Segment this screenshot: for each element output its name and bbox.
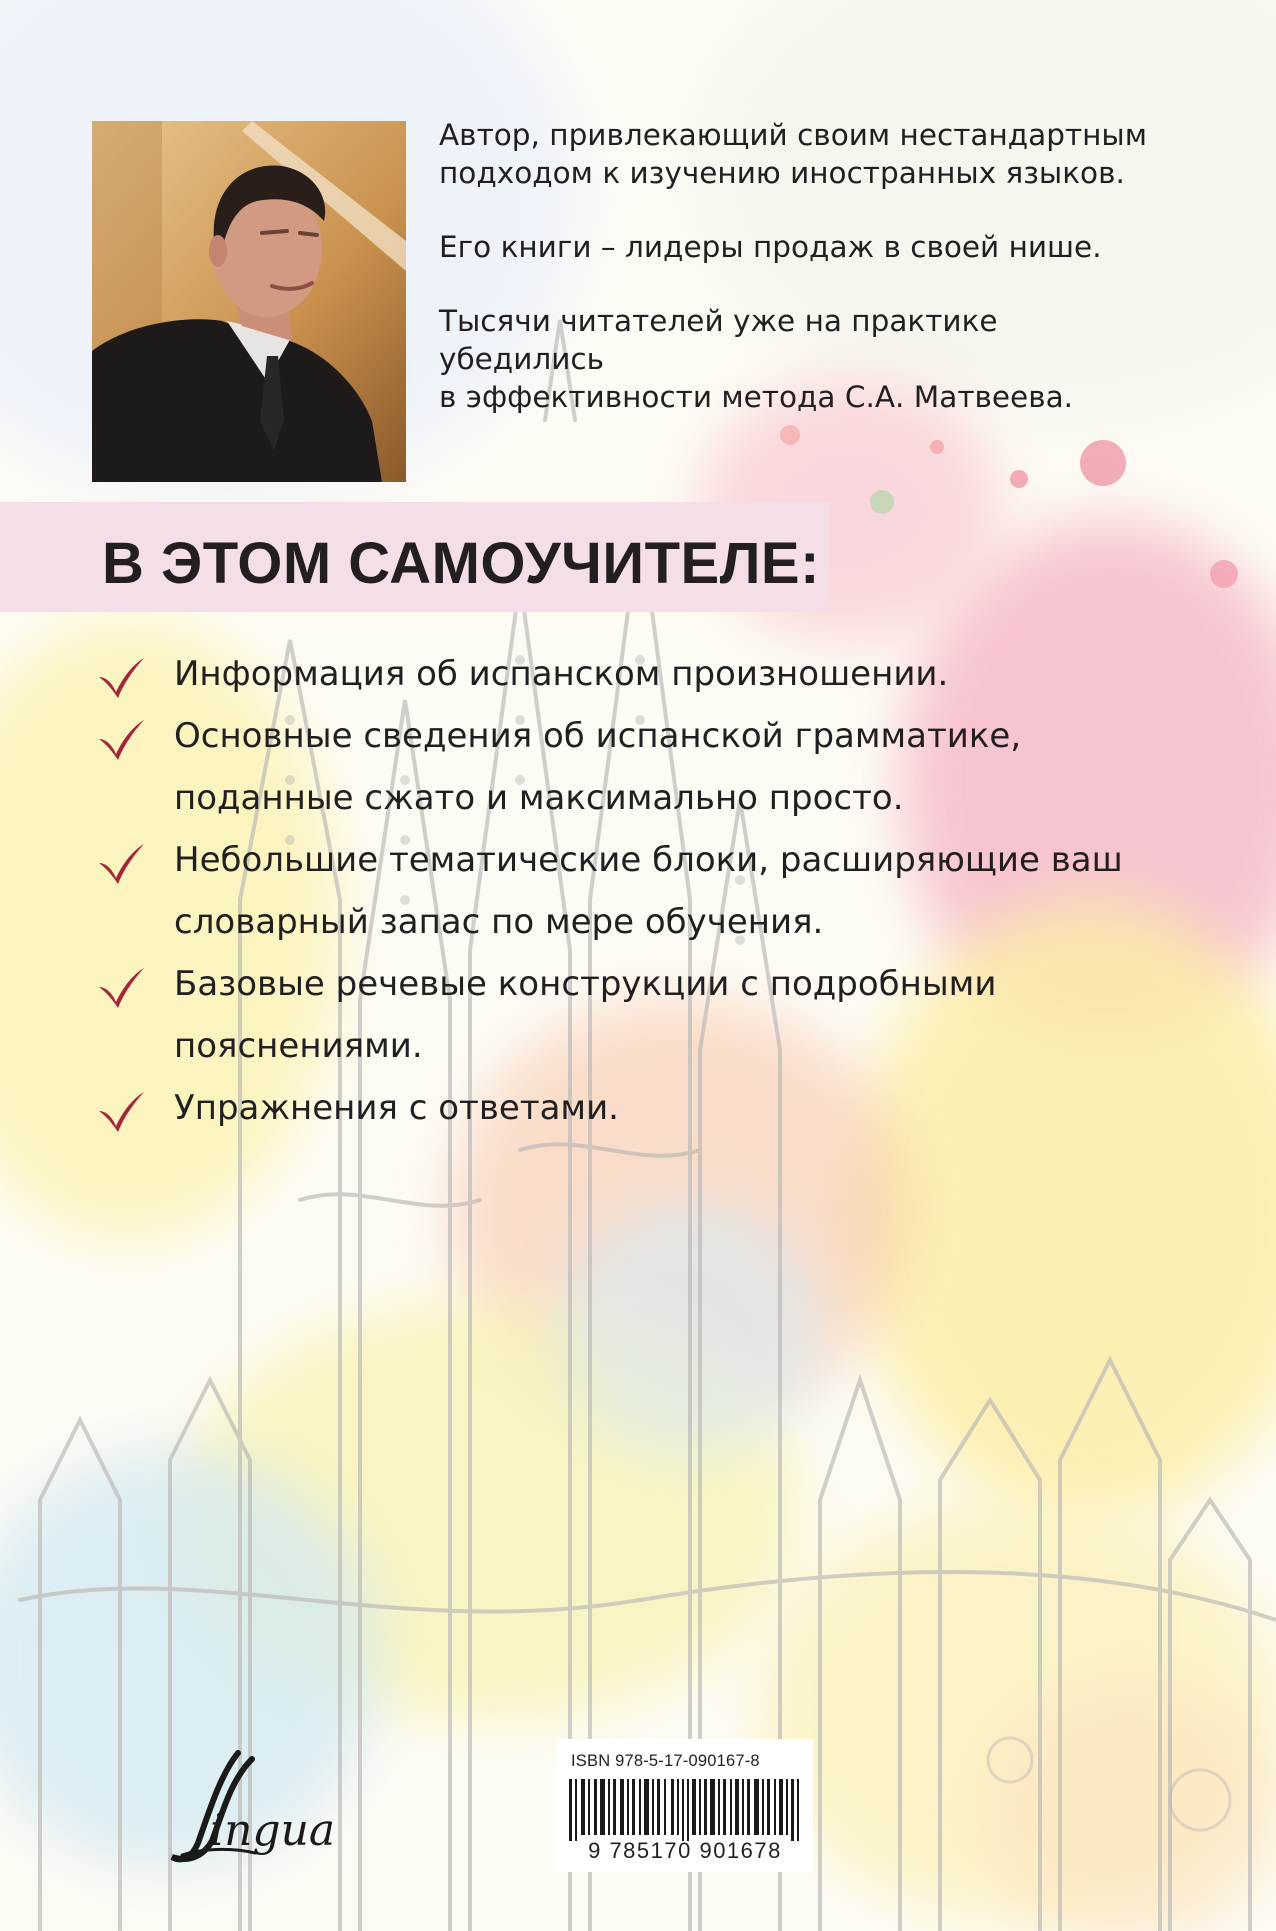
barcode-digits: 9 785170 901678 — [588, 1838, 782, 1863]
checkmark-icon — [96, 965, 146, 1009]
lingua-logo — [160, 1745, 360, 1875]
author-blurb-line: Автор, привлекающий своим нестандартным — [439, 118, 1147, 152]
author-blurb-line: в эффективности метода С.А. Матвеева. — [439, 380, 1074, 414]
author-photo — [92, 121, 406, 482]
author-blurb-line: подходом к изучению иностранных языков. — [439, 156, 1125, 190]
author-blurb-paragraph — [439, 228, 1159, 266]
features-list — [96, 643, 1156, 1139]
author-blurb-line: Тысячи читателей уже на практике убедились — [439, 304, 998, 376]
features-heading: В ЭТОМ САМОУЧИТЕЛЕ: — [102, 531, 820, 596]
list-item-text: Базовые речевые конструкции с подробными — [174, 964, 997, 1004]
author-blurb-paragraph — [439, 116, 1159, 192]
isbn-label: ISBN 978-5-17-090167-8 — [571, 1752, 760, 1770]
barcode — [557, 1739, 813, 1872]
list-item-text: поданные сжато и максимально просто. — [174, 778, 904, 818]
list-item — [96, 953, 1156, 1077]
list-item — [96, 1077, 1156, 1139]
author-blurb — [439, 116, 1159, 452]
checkmark-icon — [96, 717, 146, 761]
checkmark-icon — [96, 841, 146, 885]
list-item — [96, 643, 1156, 705]
checkmark-icon — [96, 1089, 146, 1133]
author-blurb-paragraph — [439, 302, 1159, 416]
list-item-text: пояснениями. — [174, 1026, 423, 1066]
list-item-text: Основные сведения об испанской грамматике, — [174, 716, 1022, 756]
list-item-text: Небольшие тематические блоки, расширяющие ваш — [174, 840, 1123, 880]
list-item-text: Информация об испанском произношении. — [174, 654, 949, 694]
list-item-text: словарный запас по мере обучения. — [174, 902, 824, 942]
list-item — [96, 705, 1156, 829]
checkmark-icon — [96, 655, 146, 699]
barcode-bars — [569, 1779, 801, 1841]
list-item — [96, 829, 1156, 953]
list-item-text: Упражнения с ответами. — [174, 1088, 619, 1128]
svg-text:ingua: ingua — [210, 1805, 336, 1856]
author-blurb-line: Его книги – лидеры продаж в своей нише. — [439, 230, 1102, 264]
